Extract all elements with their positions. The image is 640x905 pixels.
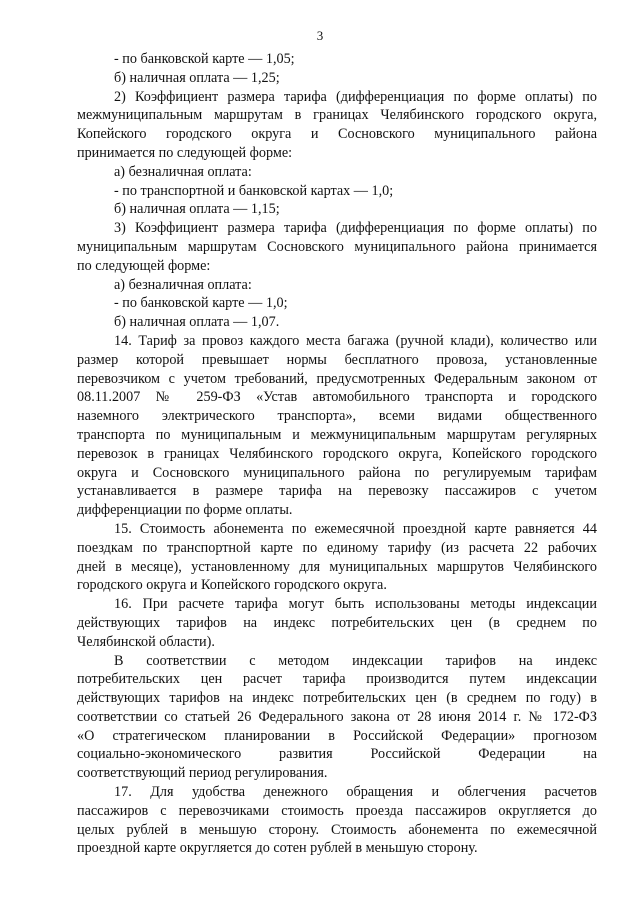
text-line: б) наличная оплата — 1,25; — [114, 69, 280, 86]
text-line: 14. Тариф за провоз каждого места багажа (ручной клади), количество или — [114, 332, 597, 349]
text-line: по следующей форме: — [77, 257, 211, 274]
text-line: - по банковской карте — 1,05; — [114, 51, 295, 67]
text-line: а) безналичная оплата: — [114, 163, 252, 180]
text-line: 08.11.2007 № 259-ФЗ «Устав автомобильного транспорта и городского — [77, 389, 597, 406]
text-line: межмуниципальным маршрутам в границах Челябинского городского округа, — [77, 107, 597, 124]
text-line: действующих тарифов на индекс потребительских цен (в среднем по году) в — [77, 690, 597, 707]
text-line: городского округа и Копейского городского округа. — [77, 577, 387, 594]
text-line: дней в месяце), установленному для муниципальных маршрутов Челябинского — [77, 558, 597, 575]
text-line: наземного электрического транспорта», всеми видами общественного — [77, 408, 597, 425]
text-line: 17. Для удобства денежного обращения и облегчения расчетов — [114, 784, 597, 801]
text-line: устанавливается в размере тарифа на перевозку пассажиров с учетом — [77, 483, 597, 500]
text-line: социально-экономического развития Российской Федерации на — [77, 746, 597, 763]
text-line: - по транспортной и банковской картах — 1,0; — [114, 182, 394, 199]
text-line: соответствующий период регулирования. — [77, 765, 328, 782]
text-line: 16. При расчете тарифа могут быть использованы методы индексации — [114, 596, 597, 613]
text-line: дифференциации по форме оплаты. — [77, 502, 293, 519]
text-line: проездной карте округляется до сотен рублей в меньшую сторону. — [77, 840, 478, 857]
text-line: транспорта по муниципальным и межмуниципальным маршрутам регулярных — [77, 426, 597, 443]
text-line: соответствии со статьей 26 Федерального закона от 28 июня 2014 г. № 172-ФЗ — [77, 708, 597, 725]
text-line: принимается по следующей форме: — [77, 144, 293, 161]
page-number: 3 — [316, 28, 324, 43]
text-line: 3) Коэффициент размера тарифа (дифференциация по форме оплаты) по — [114, 220, 597, 237]
text-line: В соответствии с методом индексации тарифов на индекс — [114, 652, 597, 669]
text-line: «О стратегическом планировании в Российской Федерации» прогнозом — [77, 727, 597, 744]
text-line: перевозчиком с учетом требований, предусмотренных Федеральным законом от — [77, 370, 597, 387]
text-line: 15. Стоимость абонемента по ежемесячной проездной карте равняется 44 — [114, 520, 597, 537]
text-line: размер которой превышает нормы бесплатного провоза, установленные — [77, 351, 597, 368]
text-line: пассажиров с перевозчиками стоимость проезда пассажиров округляется до — [77, 802, 597, 819]
text-line: Копейского городского округа и Сосновского муниципального района — [77, 126, 597, 143]
text-line: округа и Сосновского муниципального района по регулируемым тарифам — [77, 464, 597, 481]
text-line: б) наличная оплата — 1,15; — [114, 201, 280, 218]
text-line: действующих тарифов на индекс потребительских цен (в среднем по — [77, 614, 597, 631]
text-line: потребительских цен расчет тарифа производится путем индексации — [77, 671, 597, 688]
text-line: поездкам по транспортной карте по единому тарифу (из расчета 22 рабочих — [77, 539, 597, 556]
text-line: Челябинской области). — [77, 633, 215, 650]
document-body — [77, 50, 597, 858]
text-line: перевозок в границах Челябинского городского округа, Копейского городского — [77, 445, 597, 462]
text-line: а) безналичная оплата: — [114, 276, 252, 293]
text-line: - по банковской карте — 1,0; — [114, 295, 288, 312]
text-line: целых рублей в меньшую сторону. Стоимость абонемента по ежемесячной — [77, 821, 597, 838]
text-line: 2) Коэффициент размера тарифа (дифференциация по форме оплаты) по — [114, 88, 597, 105]
text-line: б) наличная оплата — 1,07. — [114, 314, 280, 331]
text-line: муниципальным маршрутам Сосновского муниципального района принимается — [77, 238, 597, 255]
